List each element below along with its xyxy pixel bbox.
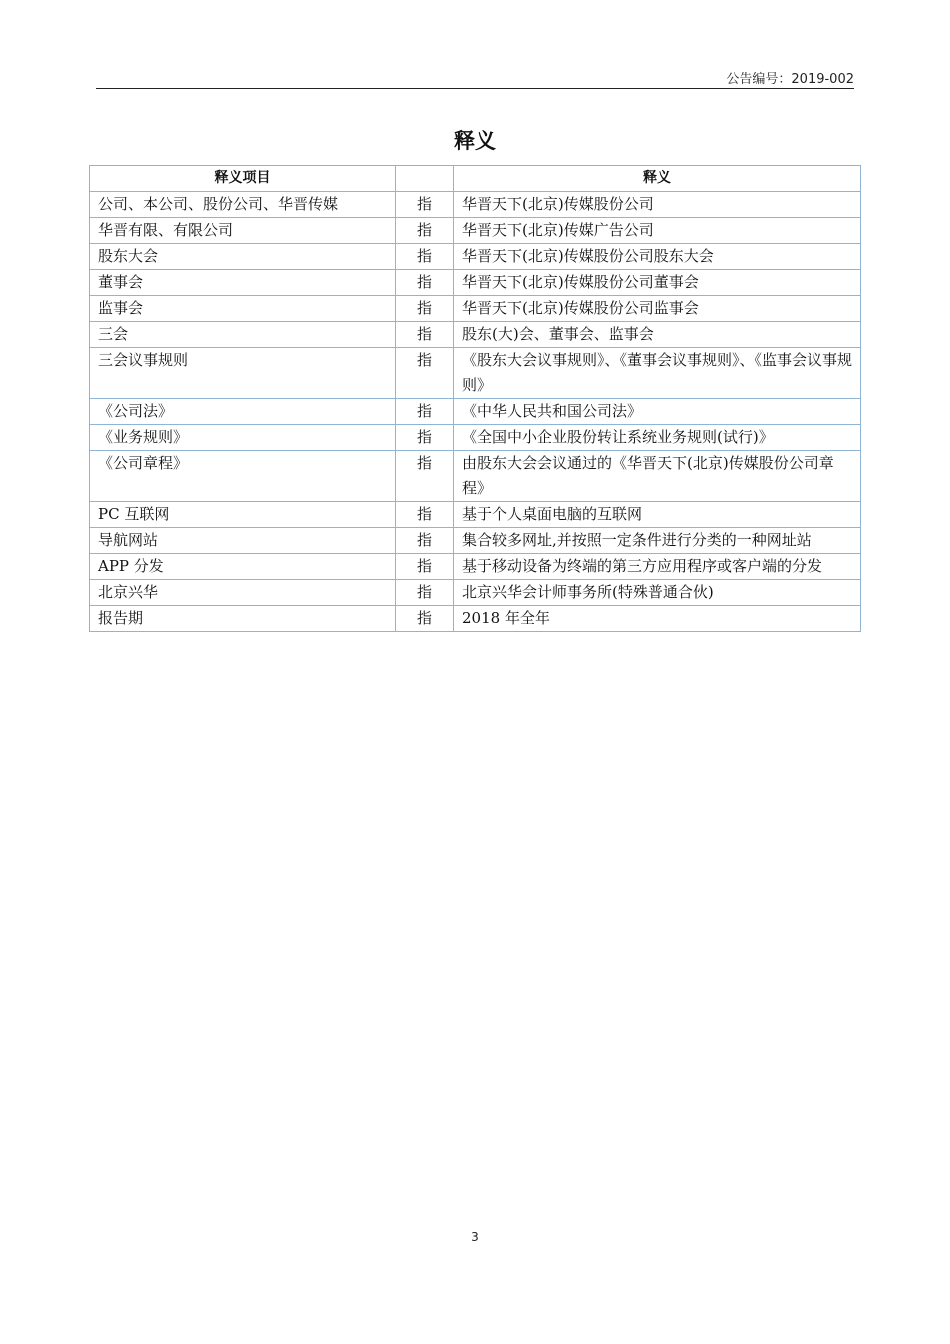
- definition-cell: 华晋天下(北京)传媒广告公司: [454, 218, 861, 244]
- ref-cell: 指: [396, 528, 454, 554]
- definition-cell: 华晋天下(北京)传媒股份公司股东大会: [454, 244, 861, 270]
- table-row: [90, 348, 861, 399]
- definition-cell: 集合较多网址,并按照一定条件进行分类的一种网址站: [454, 528, 861, 554]
- definition-cell: 基于移动设备为终端的第三方应用程序或客户端的分发: [454, 554, 861, 580]
- table-row: [90, 425, 861, 451]
- table-row: [90, 192, 861, 218]
- table-row: [90, 296, 861, 322]
- definition-cell: 华晋天下(北京)传媒股份公司监事会: [454, 296, 861, 322]
- ref-cell: 指: [396, 192, 454, 218]
- table-row: [90, 244, 861, 270]
- ref-cell: 指: [396, 399, 454, 425]
- term-cell: 《公司法》: [90, 399, 396, 425]
- term-cell: PC 互联网: [90, 502, 396, 528]
- ref-cell: 指: [396, 451, 454, 502]
- definition-cell: 由股东大会会议通过的《华晋天下(北京)传媒股份公司章程》: [454, 451, 861, 502]
- table-row: [90, 270, 861, 296]
- definition-cell: 股东(大)会、董事会、监事会: [454, 322, 861, 348]
- ref-cell: 指: [396, 218, 454, 244]
- ref-cell: 指: [396, 580, 454, 606]
- definitions-table-body: [90, 192, 861, 632]
- definition-cell: 基于个人桌面电脑的互联网: [454, 502, 861, 528]
- term-cell: 北京兴华: [90, 580, 396, 606]
- definitions-table: [89, 165, 861, 632]
- header-divider: [96, 88, 854, 89]
- table-row: [90, 528, 861, 554]
- term-cell: 报告期: [90, 606, 396, 632]
- term-cell: 监事会: [90, 296, 396, 322]
- term-cell: 导航网站: [90, 528, 396, 554]
- announcement-number: 公告编号：2019-002: [726, 72, 854, 87]
- definition-cell: 《中华人民共和国公司法》: [454, 399, 861, 425]
- ref-cell: 指: [396, 502, 454, 528]
- definition-cell: 《股东大会议事规则》、《董事会议事规则》、《监事会议事规则》: [454, 348, 861, 399]
- definition-cell: 华晋天下(北京)传媒股份公司董事会: [454, 270, 861, 296]
- definition-cell: 华晋天下(北京)传媒股份公司: [454, 192, 861, 218]
- ref-cell: 指: [396, 554, 454, 580]
- ref-cell: 指: [396, 348, 454, 399]
- term-cell: 华晋有限、有限公司: [90, 218, 396, 244]
- term-cell: 三会: [90, 322, 396, 348]
- ref-cell: 指: [396, 244, 454, 270]
- table-row: [90, 218, 861, 244]
- table-row: [90, 502, 861, 528]
- ref-cell: 指: [396, 296, 454, 322]
- table-row: [90, 322, 861, 348]
- page-title: 释义: [454, 129, 496, 153]
- ref-cell: 指: [396, 322, 454, 348]
- definition-cell: 《全国中小企业股份转让系统业务规则(试行)》: [454, 425, 861, 451]
- table-row: [90, 606, 861, 632]
- ref-cell: 指: [396, 270, 454, 296]
- term-cell: APP 分发: [90, 554, 396, 580]
- term-cell: 公司、本公司、股份公司、华晋传媒: [90, 192, 396, 218]
- term-cell: 三会议事规则: [90, 348, 396, 399]
- ref-cell: 指: [396, 606, 454, 632]
- page-number: 3: [471, 1230, 479, 1244]
- term-cell: 董事会: [90, 270, 396, 296]
- column-header-ref: [396, 166, 454, 192]
- definition-cell: 2018 年全年: [454, 606, 861, 632]
- definition-cell: 北京兴华会计师事务所(特殊普通合伙): [454, 580, 861, 606]
- column-header-term: 释义项目: [90, 166, 396, 192]
- table-row: [90, 554, 861, 580]
- table-row: [90, 399, 861, 425]
- term-cell: 《业务规则》: [90, 425, 396, 451]
- table-row: [90, 451, 861, 502]
- table-row: [90, 580, 861, 606]
- term-cell: 《公司章程》: [90, 451, 396, 502]
- column-header-definition: 释义: [454, 166, 861, 192]
- ref-cell: 指: [396, 425, 454, 451]
- term-cell: 股东大会: [90, 244, 396, 270]
- table-header-row: [90, 166, 861, 192]
